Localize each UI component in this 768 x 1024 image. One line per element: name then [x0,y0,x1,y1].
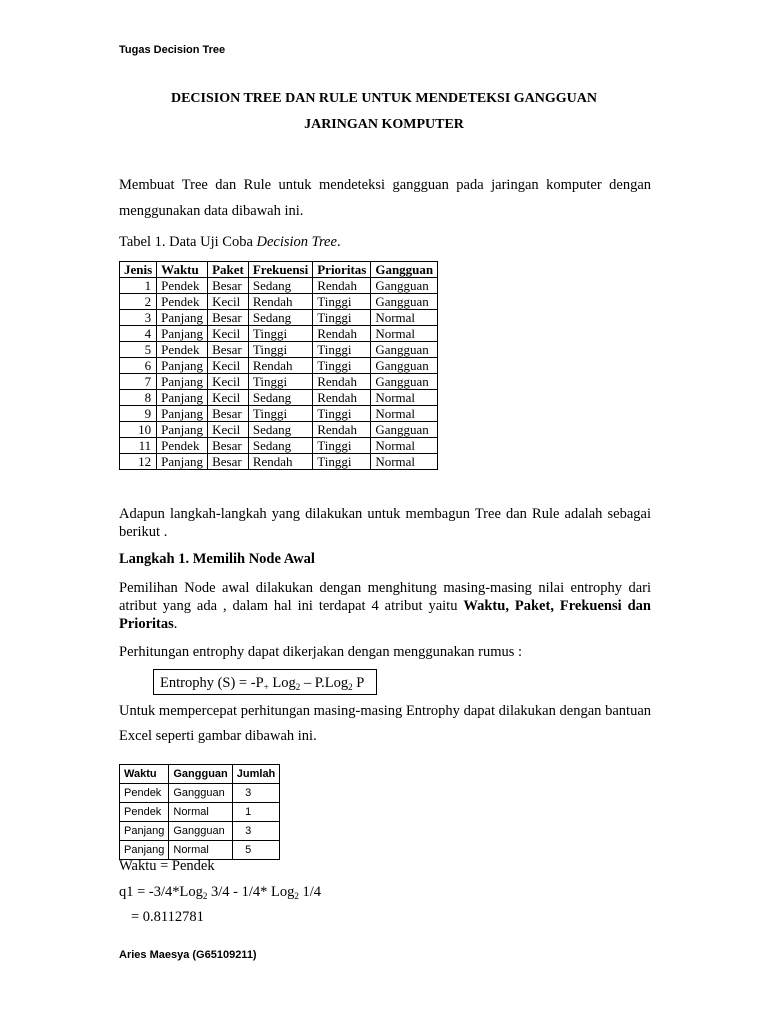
table1-cell: Besar [208,438,249,454]
para3-attributes: Waktu, Paket, Frekuensi dan Prioritas [119,598,651,632]
calc-sub-1: 2 [202,891,208,901]
calc-formula [119,884,321,901]
table1-cell: Sedang [248,438,312,454]
title-line-2: JARINGAN KOMPUTER [304,117,464,132]
table1-cell: Besar [208,342,249,358]
table1-cell: Panjang [157,358,208,374]
table1-cell: Normal [371,454,438,470]
table1-cell: Pendek [157,294,208,310]
table2-row [120,803,280,822]
table1-cell: Panjang [157,374,208,390]
table1-cell: Tinggi [313,358,371,374]
table1-cell: Besar [208,278,249,294]
table1-caption [119,234,341,251]
table1-cell: Tinggi [248,374,312,390]
table2-cell: 5 [232,841,280,860]
table1-cell: Tinggi [313,294,371,310]
page-footer: Aries Maesya (G65109211) [119,949,257,961]
table1-header-cell: Prioritas [313,262,371,278]
table1-row [120,326,438,342]
table1-cell: Tinggi [313,342,371,358]
table1-cell: Besar [208,454,249,470]
title-line-1: DECISION TREE DAN RULE UNTUK MENDETEKSI GANGGUAN [170,91,598,106]
table1-cell: Tinggi [313,454,371,470]
table1-caption-prefix: Tabel 1. Data Uji Coba [119,234,257,250]
table1-cell: Panjang [157,326,208,342]
table1-cell: Kecil [208,422,249,438]
table1-cell: Rendah [313,374,371,390]
formula-sub-plus: + [263,682,269,692]
table2-row [120,784,280,803]
calc-part-a: q1 = -3/4*Log [119,884,203,900]
table1-cell: Besar [208,310,249,326]
table1-caption-suffix: . [336,234,341,250]
table1-caption-italic: Decision Tree [256,234,337,250]
table1-header-cell: Waktu [157,262,208,278]
table1-cell: Rendah [313,278,371,294]
table1-row [120,422,438,438]
table1-header-cell: Jenis [120,262,157,278]
table1-cell: Tinggi [248,406,312,422]
table1-cell: Normal [371,310,438,326]
table2-cell: Normal [169,841,232,860]
table1-cell: Rendah [313,422,371,438]
step1-heading: Langkah 1. Memilih Node Awal [119,551,315,567]
table2-cell: Pendek [120,803,169,822]
table2-header-cell: Waktu [120,765,169,784]
document-title [0,86,768,138]
table2-cell: Panjang [120,841,169,860]
excel-header-row [120,765,280,784]
table1-cell: 7 [120,374,157,390]
table1-cell: Gangguan [371,374,438,390]
table1-cell: 9 [120,406,157,422]
page-header: Tugas Decision Tree [119,44,226,56]
entropy-formula-box [153,669,377,695]
table2-header-cell: Jumlah [232,765,280,784]
node-selection-paragraph [119,579,651,633]
excel-paragraph: Untuk mempercepat perhitungan masing-masing Entrophy dapat dilakukan dengan bantuan Excel seperti gambar dibawah ini. [119,703,651,744]
table2-cell: Gangguan [169,822,232,841]
table-header-row [120,262,438,278]
table1-cell: 10 [120,422,157,438]
table1-cell: 3 [120,310,157,326]
table1-cell: Normal [371,326,438,342]
table1-cell: Pendek [157,438,208,454]
table1-cell: Kecil [208,390,249,406]
formula-sub-2b: 2 [348,682,353,692]
formula-part-c: – P.Log [300,675,349,691]
table1-row [120,358,438,374]
table1-cell: 5 [120,342,157,358]
table1-cell: Gangguan [371,294,438,310]
formula-part-a: Entrophy (S) = -P [160,675,264,691]
table1-row [120,278,438,294]
table1-cell: Rendah [313,390,371,406]
table1-cell: Gangguan [371,422,438,438]
table1-cell: 1 [120,278,157,294]
table2-cell: Panjang [120,822,169,841]
steps-intro-paragraph: Adapun langkah-langkah yang dilakukan untuk membagun Tree dan Rule adalah sebagai berikut . [119,506,651,540]
calc-condition: Waktu = Pendek [119,858,215,874]
table2-row [120,822,280,841]
table1-header-cell: Frekuensi [248,262,312,278]
table1-row [120,342,438,358]
table1-cell: Tinggi [248,342,312,358]
table1-row [120,294,438,310]
table1-cell: Panjang [157,406,208,422]
table1-row [120,438,438,454]
table1-cell: Normal [371,390,438,406]
table1-row [120,310,438,326]
table1-cell: Panjang [157,390,208,406]
calc-part-b: 3/4 - 1/4* Log [207,884,295,900]
table1-cell: Rendah [313,326,371,342]
table1-header-cell: Gangguan [371,262,438,278]
table1-cell: Pendek [157,342,208,358]
table1-cell: 8 [120,390,157,406]
table1-cell: 2 [120,294,157,310]
formula-sub-2a: 2 [295,682,301,692]
table1-cell: Pendek [157,278,208,294]
table2-header-cell: Gangguan [169,765,232,784]
table1-cell: Kecil [208,326,249,342]
table2-cell: Pendek [120,784,169,803]
table1-row [120,374,438,390]
table1-header-cell: Paket [208,262,249,278]
table1-cell: Gangguan [371,358,438,374]
intro-paragraph: Membuat Tree dan Rule untuk mendeteksi gangguan pada jaringan komputer dengan menggunakan data dibawah ini. [119,177,651,219]
table1-cell: 11 [120,438,157,454]
formula-intro-paragraph: Perhitungan entrophy dapat dikerjakan dengan menggunakan rumus : [119,644,523,660]
table1-cell: Sedang [248,310,312,326]
table1-row [120,406,438,422]
table1-cell: Rendah [248,358,312,374]
table2-cell: 3 [232,822,280,841]
table1-cell: 6 [120,358,157,374]
calc-result: = 0.8112781 [131,909,204,925]
table1-cell: Gangguan [371,278,438,294]
calc-sub-2: 2 [294,891,299,901]
table2-cell: 1 [232,803,280,822]
table2-cell: Gangguan [169,784,232,803]
table2-cell: Normal [169,803,232,822]
table1-cell: Panjang [157,454,208,470]
table1-cell: Kecil [208,294,249,310]
table1-cell: Tinggi [248,326,312,342]
data-table [119,261,438,470]
table1-cell: Kecil [208,374,249,390]
table1-cell: Normal [371,406,438,422]
table1-row [120,390,438,406]
table1-cell: Sedang [248,422,312,438]
table1-cell: Tinggi [313,310,371,326]
excel-table [119,764,280,860]
table1-cell: Besar [208,406,249,422]
table2-row [120,841,280,860]
table1-cell: Sedang [248,390,312,406]
table1-cell: 4 [120,326,157,342]
table1-cell: Panjang [157,310,208,326]
table2-cell: 3 [232,784,280,803]
table1-cell: Tinggi [313,438,371,454]
table1-cell: Tinggi [313,406,371,422]
formula-part-b: Log [268,675,296,691]
para3-end: . [173,616,178,632]
table1-cell: Normal [371,438,438,454]
excel-table-body [120,784,280,860]
table1-cell: Gangguan [371,342,438,358]
table1-cell: Sedang [248,278,312,294]
table-body [120,278,438,470]
formula-part-d: P [352,675,365,691]
table1-cell: Rendah [248,294,312,310]
para3-text: Pemilihan Node awal dilakukan dengan menghitung masing-masing nilai entrophy dari atribut yang ada , dalam hal ini terdapat 4 atribut yaitu [119,580,651,614]
table1-cell: 12 [120,454,157,470]
table1-row [120,454,438,470]
table1-cell: Kecil [208,358,249,374]
calc-part-c: 1/4 [298,884,322,900]
table1-cell: Panjang [157,422,208,438]
table1-cell: Rendah [248,454,312,470]
